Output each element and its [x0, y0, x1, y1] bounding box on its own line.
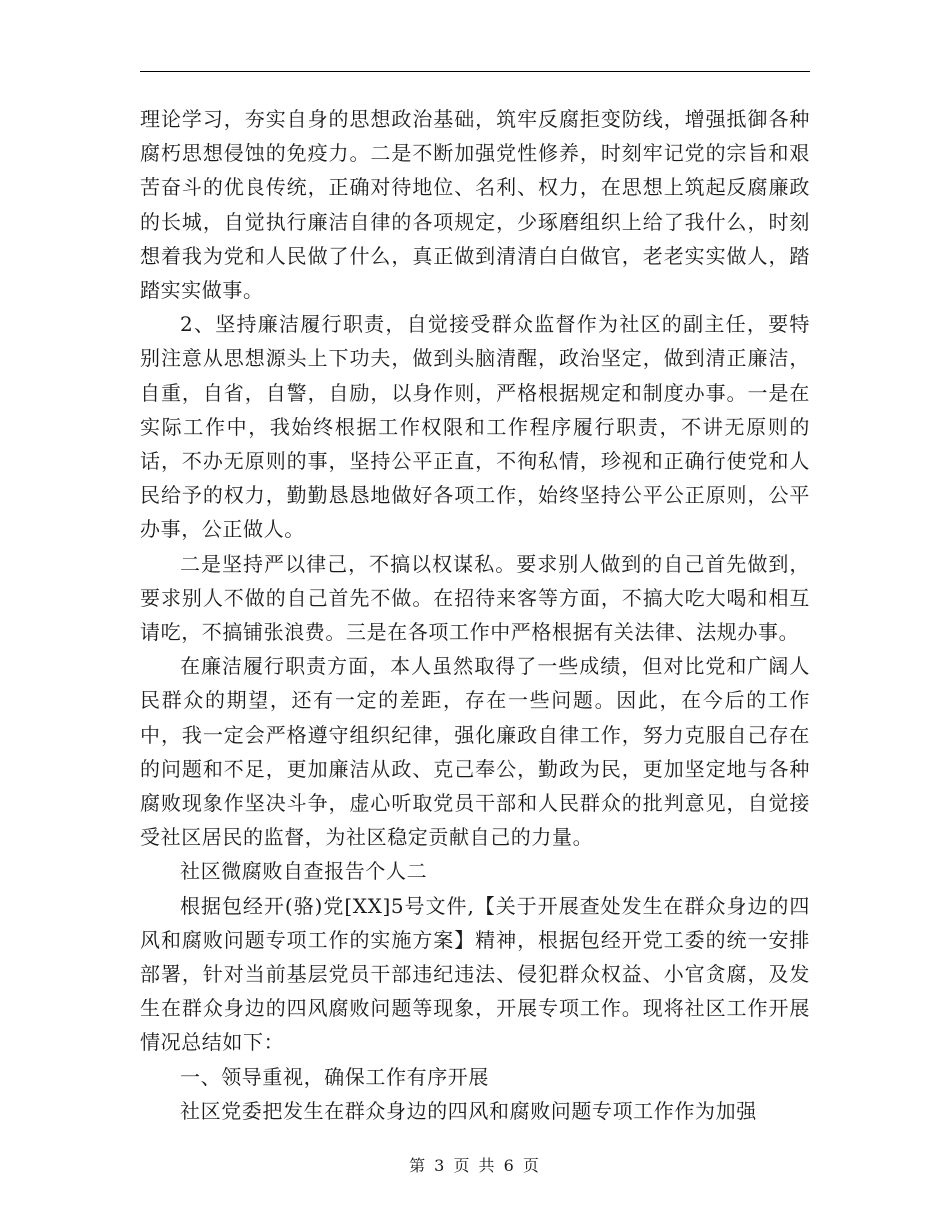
- paragraph: 根据包经开(骆)党[XX]5号文件,【关于开展查处发生在群众身边的四风和腐败问题专项工作的实施方案】精神，根据包经开党工委的统一安排部署，针对当前基层党员干部违纪违法、侵犯群众权益、小官贪腐，及发生在群众身边的四风腐败问题等现象，开展专项工作。现将社区工作开展情况总结如下：: [140, 893, 810, 1055]
- paragraph: 理论学习，夯实自身的思想政治基础，筑牢反腐拒变防线，增强抵御各种腐朽思想侵蚀的免疫力。二是不断加强党性修养，时刻牢记党的宗旨和艰苦奋斗的优良传统，正确对待地位、名利、权力，在思想上筑起反腐廉政的长城，自觉执行廉洁自律的各项规定，少琢磨组织上给了我什么，时刻想着我为党和人民做了什么，真正做到清清白白做官，老老实实做人，踏踏实实做事。: [140, 107, 810, 303]
- paragraph: 2、坚持廉洁履行职责，自觉接受群众监督作为社区的副主任，要特别注意从思想源头上下功夫，做到头脑清醒，政治坚定，做到清正廉洁，自重，自省，自警，自励，以身作则，严格根据规定和制度办事。一是在实际工作中，我始终根据工作权限和工作程序履行职责，不讲无原则的话，不办无原则的事，坚持公平正直，不徇私情，珍视和正确行使党和人民给予的权力，勤勤恳恳地做好各项工作，始终坚持公平公正原则，公平办事，公正做人。: [140, 312, 810, 542]
- document-body: [140, 102, 810, 1128]
- section-heading: 一、领导重视，确保工作有序开展: [180, 1064, 489, 1089]
- section-title: 社区微腐败自查报告个人二: [180, 859, 428, 884]
- page-number: 第 3 页 共 6 页: [409, 1156, 541, 1175]
- paragraph: 二是坚持严以律己，不搞以权谋私。要求别人做到的自己首先做到，要求别人不做的自己首先不做。在招待来客等方面，不搞大吃大喝和相互请吃，不搞铺张浪费。三是在各项工作中严格根据有关法律、法规办事。: [140, 551, 810, 645]
- paragraph: 在廉洁履行职责方面，本人虽然取得了一些成绩，但对比党和广阔人民群众的期望，还有一定的差距，存在一些问题。因此，在今后的工作中，我一定会严格遵守组织纪律，强化廉政自律工作，努力克服自己存在的问题和不足，更加廉洁从政、克己奉公，勤政为民，更加坚定地与各种腐败现象作坚决斗争，虚心听取党员干部和人民群众的批判意见，自觉接受社区居民的监督，为社区稳定贡献自己的力量。: [140, 654, 810, 850]
- paragraph: 社区党委把发生在群众身边的四风和腐败问题专项工作作为加强: [180, 1098, 757, 1123]
- header-rule: [140, 71, 810, 72]
